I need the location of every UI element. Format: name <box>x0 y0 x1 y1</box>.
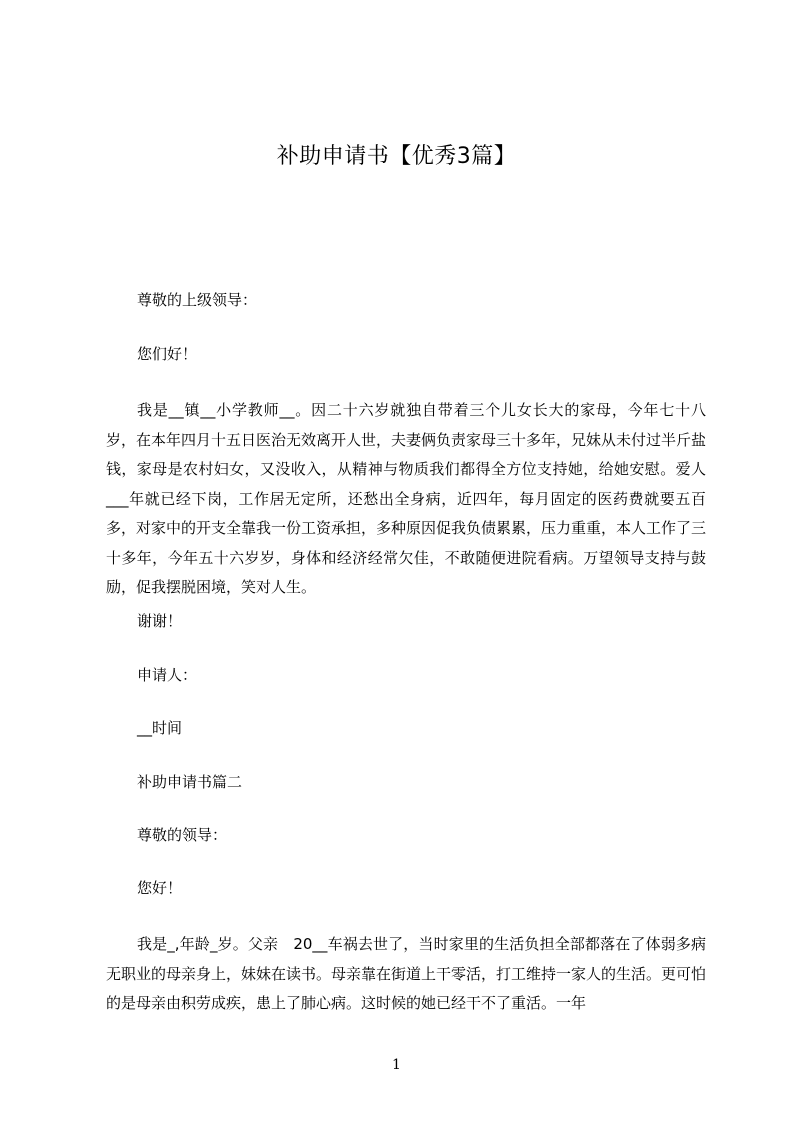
thanks-line: 谢谢！ <box>137 612 183 630</box>
body-paragraph-2-text: 我是_,年龄_岁。父亲 20__车祸去世了，当时家里的生活负担全部都落在了体弱多病无职业的母亲身上，妹妹在读书。母亲靠在街道上干零活，打工维持一家人的生活。更可怕的是母亲由积劳成疾，患上了肺心病。这时候的她已经干不了重活。一年 <box>106 935 707 1012</box>
time-line: __时间 <box>137 719 183 737</box>
salutation: 尊敬的上级领导： <box>137 291 258 309</box>
salutation-2: 尊敬的领导： <box>137 826 228 844</box>
applicant-line: 申请人： <box>137 666 198 684</box>
body-paragraph-2 <box>106 930 706 1019</box>
body-paragraph-1-text: 我是__镇__小学教师__。因二十六岁就独自带着三个儿女长大的家母，今年七十八岁，在本年四月十五日医治无效离开人世，夫妻俩负责家母三十多年，兄妹从未付过半斤盐钱，家母是农村妇女，又没收入，从精神与物质我们都得全方位支持她，给她安慰。爱人___年就已经下岗，工作居无定所，还愁出全身病，近四年，每月固定的医药费就要五百多，对家中的开支全靠我一份工资承担，多种原因促我负债累累，压力重重，本人工作了三十多年，今年五十六岁岁，身体和经济经常欠佳，不敢随便进院看病。万望领导支持与鼓励，促我摆脱困境，笑对人生。 <box>106 401 707 596</box>
document-title: 补助申请书【优秀3篇】 <box>276 144 517 169</box>
greeting: 您们好！ <box>137 345 198 363</box>
greeting-2: 您好！ <box>137 879 183 897</box>
body-paragraph-1 <box>106 396 706 603</box>
page-number: 1 <box>392 1057 401 1073</box>
section-2-heading: 补助申请书篇二 <box>137 773 243 791</box>
